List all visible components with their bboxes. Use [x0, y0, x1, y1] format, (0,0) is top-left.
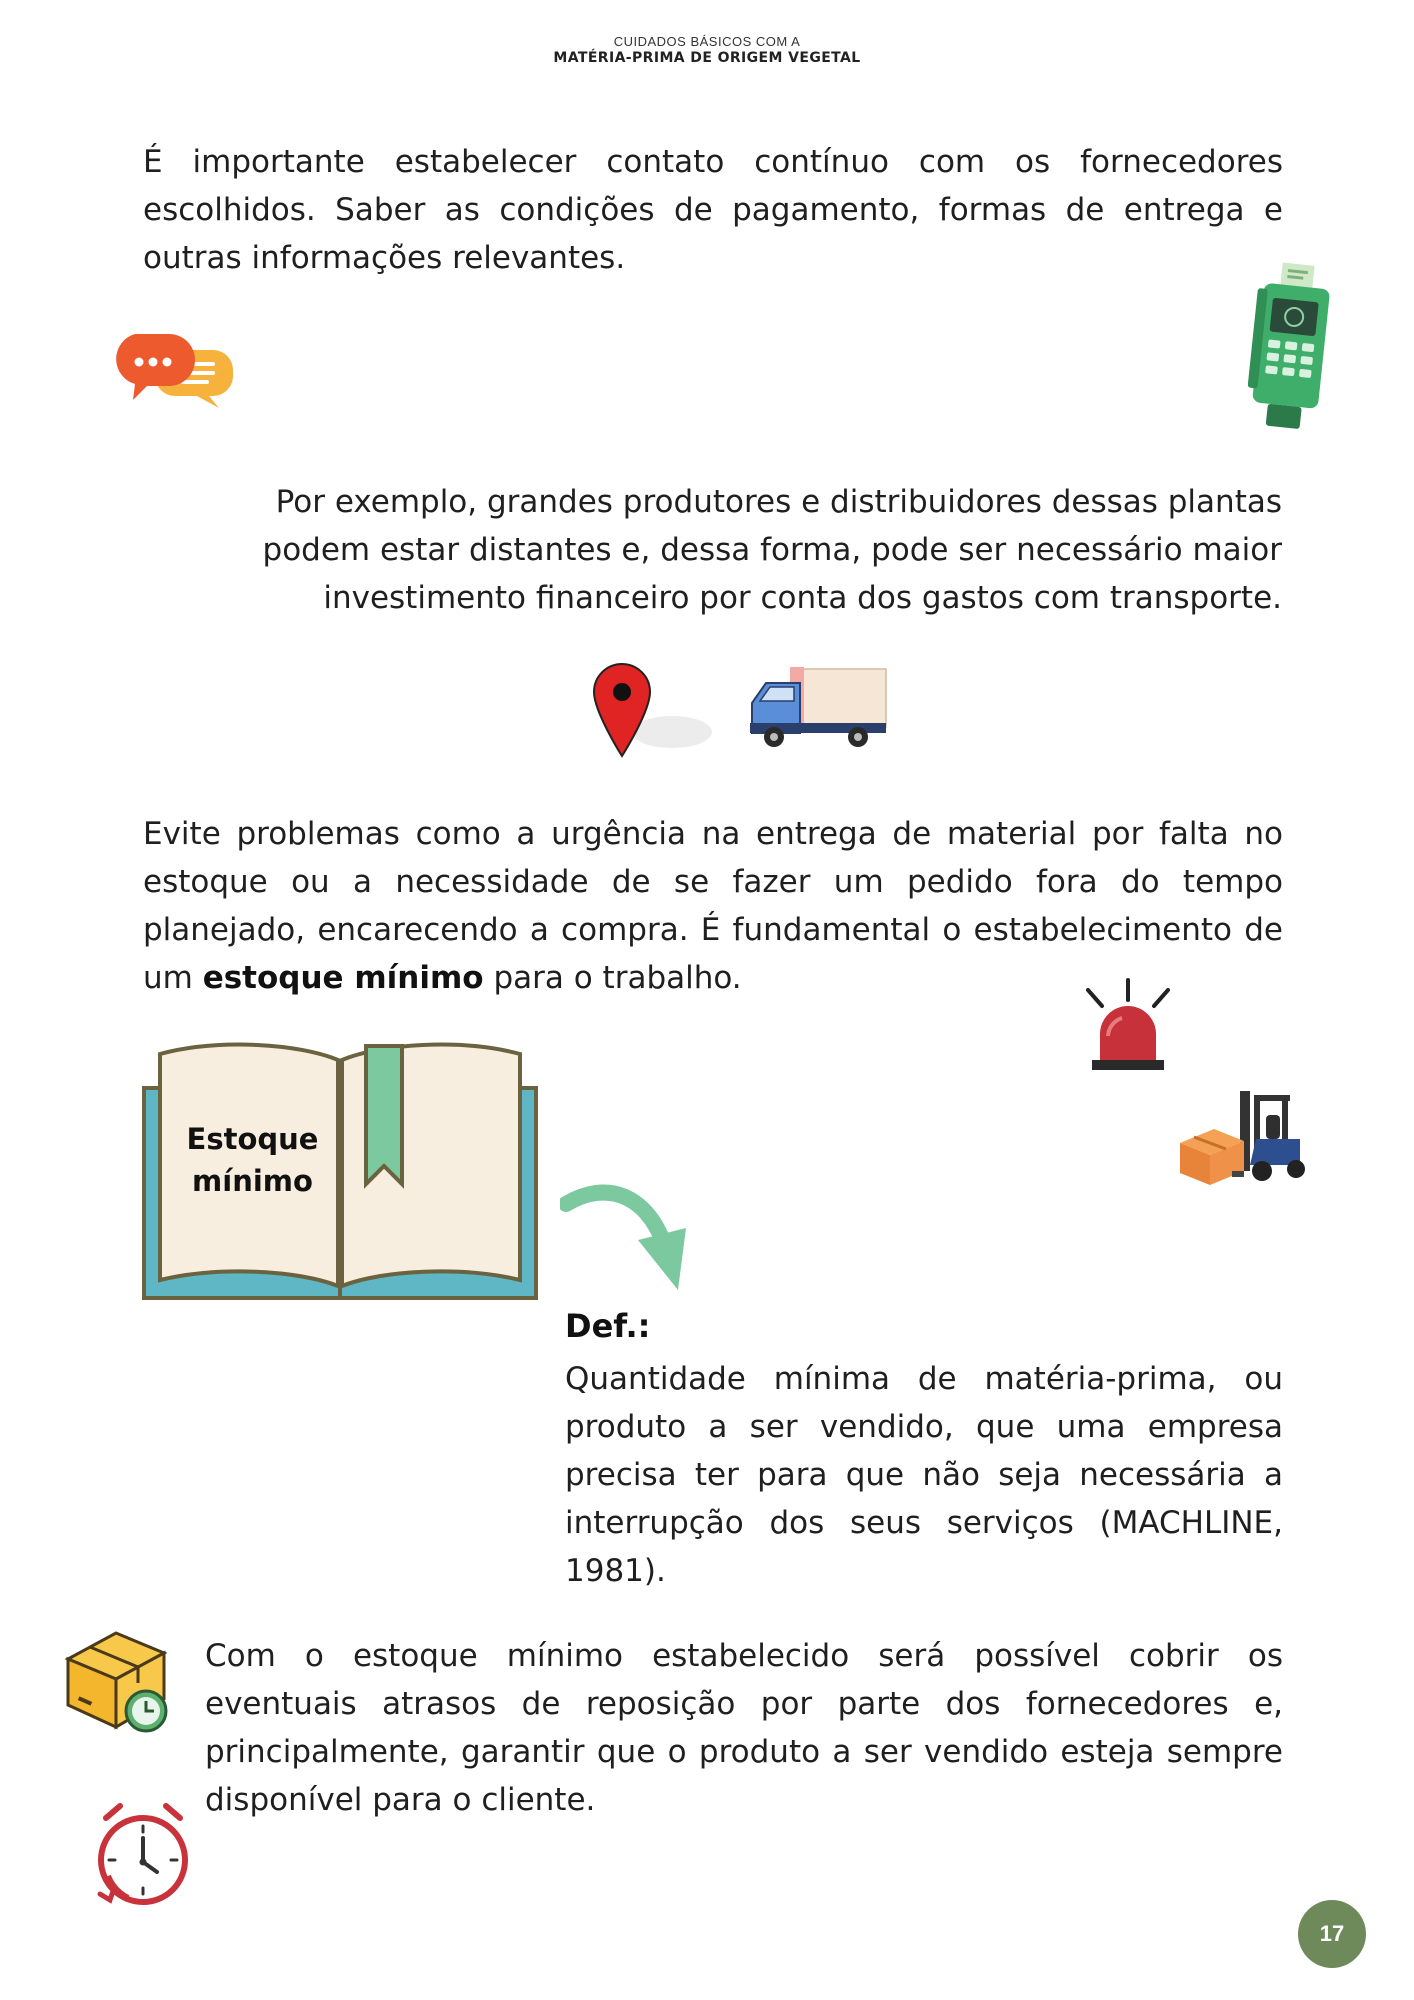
paragraph-avoid-problems-text: Evite problemas como a urgência na entrega de material por falta no estoque ou a necessidade de se fazer um pedido fora do tempo planejado, encarecendo a compra. É fundamental o estabelecimento de um: [143, 816, 1283, 996]
definition-title: Def.:: [565, 1307, 651, 1345]
alarm-clock-icon: [88, 1800, 198, 1912]
siren-icon: [1078, 978, 1178, 1082]
chat-bubbles-icon: [105, 328, 240, 408]
paragraph-contact-suppliers: É importante estabelecer contato contínuo com os fornecedores escolhidos. Saber as condições de pagamento, formas de entrega e outras informações relevantes.: [143, 144, 1283, 276]
definition-text: Quantidade mínima de matéria-prima, ou produto a ser vendido, que uma empresa precisa ter para que não seja necessária a interrupção dos seus serviços (MACHLINE, 1981).: [565, 1361, 1283, 1589]
delivery-truck-icon: [748, 665, 890, 755]
paragraph-avoid-problems-end: para o trabalho.: [483, 960, 742, 996]
paragraph-distant-suppliers: Por exemplo, grandes produtores e distribuidores dessas plantas podem estar distantes e, dessa forma, pode ser necessário maior investimento financeiro por conta dos gastos com transporte.: [262, 484, 1282, 616]
page-header: [0, 34, 1414, 67]
paragraph-conclusion: Com o estoque mínimo estabelecido será possível cobrir os eventuais atrasos de reposição por parte dos fornecedores e, principalmente, garantir que o produto a ser vendido esteja sempre disponível para o cliente.: [205, 1638, 1283, 1818]
curved-arrow-icon: [560, 1178, 690, 1296]
forklift-icon: [1170, 1085, 1320, 1215]
book-label-line2: mínimo: [192, 1164, 313, 1198]
map-pin-icon: [590, 662, 715, 762]
card-machine-icon: [1248, 262, 1338, 432]
highlight-estoque-minimo: estoque mínimo: [202, 960, 484, 996]
book-label: [150, 1118, 355, 1202]
header-title: MATÉRIA-PRIMA DE ORIGEM VEGETAL: [553, 50, 861, 66]
header-subtitle: CUIDADOS BÁSICOS COM A: [613, 34, 801, 49]
page-number: 17: [1298, 1900, 1366, 1968]
box-clock-icon: [60, 1625, 175, 1740]
book-label-line1: Estoque: [186, 1122, 319, 1156]
paragraph-avoid-problems: [143, 810, 1283, 1002]
